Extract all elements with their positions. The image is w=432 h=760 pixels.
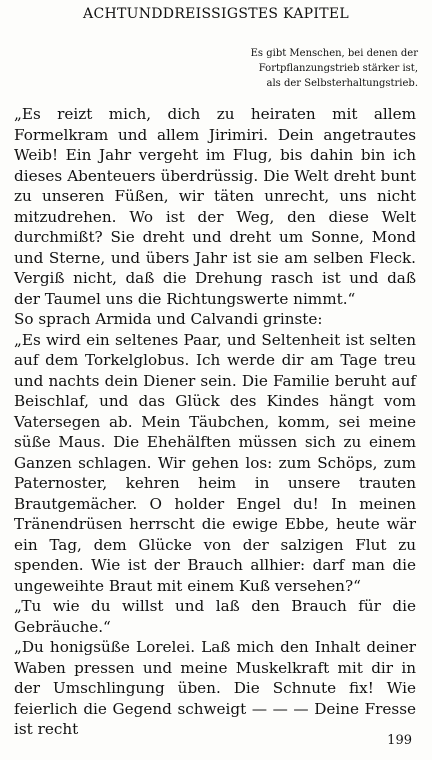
epigraph <box>208 46 418 91</box>
paragraph: So sprach Armida und Calvandi grinste: <box>14 310 323 328</box>
paragraph: „Tu wie du willst und laß den Brauch für die Gebräuche.“ <box>14 597 416 636</box>
paragraph: „Du honigsüße Lorelei. Laß mich den Inhalt deiner Waben pressen und meine Muskelkraft mit dir in der Umschlingung üben. Die Schnute fix! Wie feierlich die Gegend schweigt — — — Deine Fresse ist recht <box>14 638 416 738</box>
epigraph-line: als der Selbsterhaltungstrieb. <box>266 78 418 89</box>
epigraph-line: Es gibt Menschen, bei denen der <box>250 48 418 59</box>
chapter-title: ACHTUNDDREISSIGSTES KAPITEL <box>83 6 349 22</box>
body-text <box>14 104 416 740</box>
paragraph: „Es wird ein seltenes Paar, und Seltenheit ist selten auf dem Torkelglobus. Ich werde dir am Tage treu und nachts dein Diener sein. Die Familie beruht auf Beischlaf, und das Glück des Kindes hängt vom Vatersegen ab. Mein Täubchen, komm, sei meine süße Maus. Die Ehehälften müssen sich zu einem Ganzen schlagen. Wir gehen los: zum Schöps, zum Paternoster, kehren heim in unsere trauten Brautgemächer. O holder Engel du! In meinen Tränendrüsen herrscht die ewige Ebbe, heute wär ein Tag, dem Glücke von der salzigen Flut zu spenden. Wie ist der Brauch allhier: darf man die ungeweihte Braut mit einem Kuß versehen?“ <box>14 330 416 595</box>
paragraph: „Es reizt mich, dich zu heiraten mit allem Formelkram und allem Jirimiri. Dein angetrautes Weib! Ein Jahr vergeht im Flug, bis dahin bin ich dieses Abenteuers überdrüssig. Die Welt dreht bunt zu unseren Füßen, wir täten unrecht, uns nicht mitzudrehen. Wo ist der Weg, den diese Welt durchmißt? Sie dreht und dreht um Sonne, Mond und Sterne, und übers Jahr ist sie am selben Fleck. Vergiß nicht, daß die Drehung rasch ist und daß der Taumel uns die Richtungswerte nimmt.“ <box>14 105 416 308</box>
epigraph-line: Fortpflanzungstrieb stärker ist, <box>258 63 418 74</box>
page-number: 199 <box>387 733 412 748</box>
